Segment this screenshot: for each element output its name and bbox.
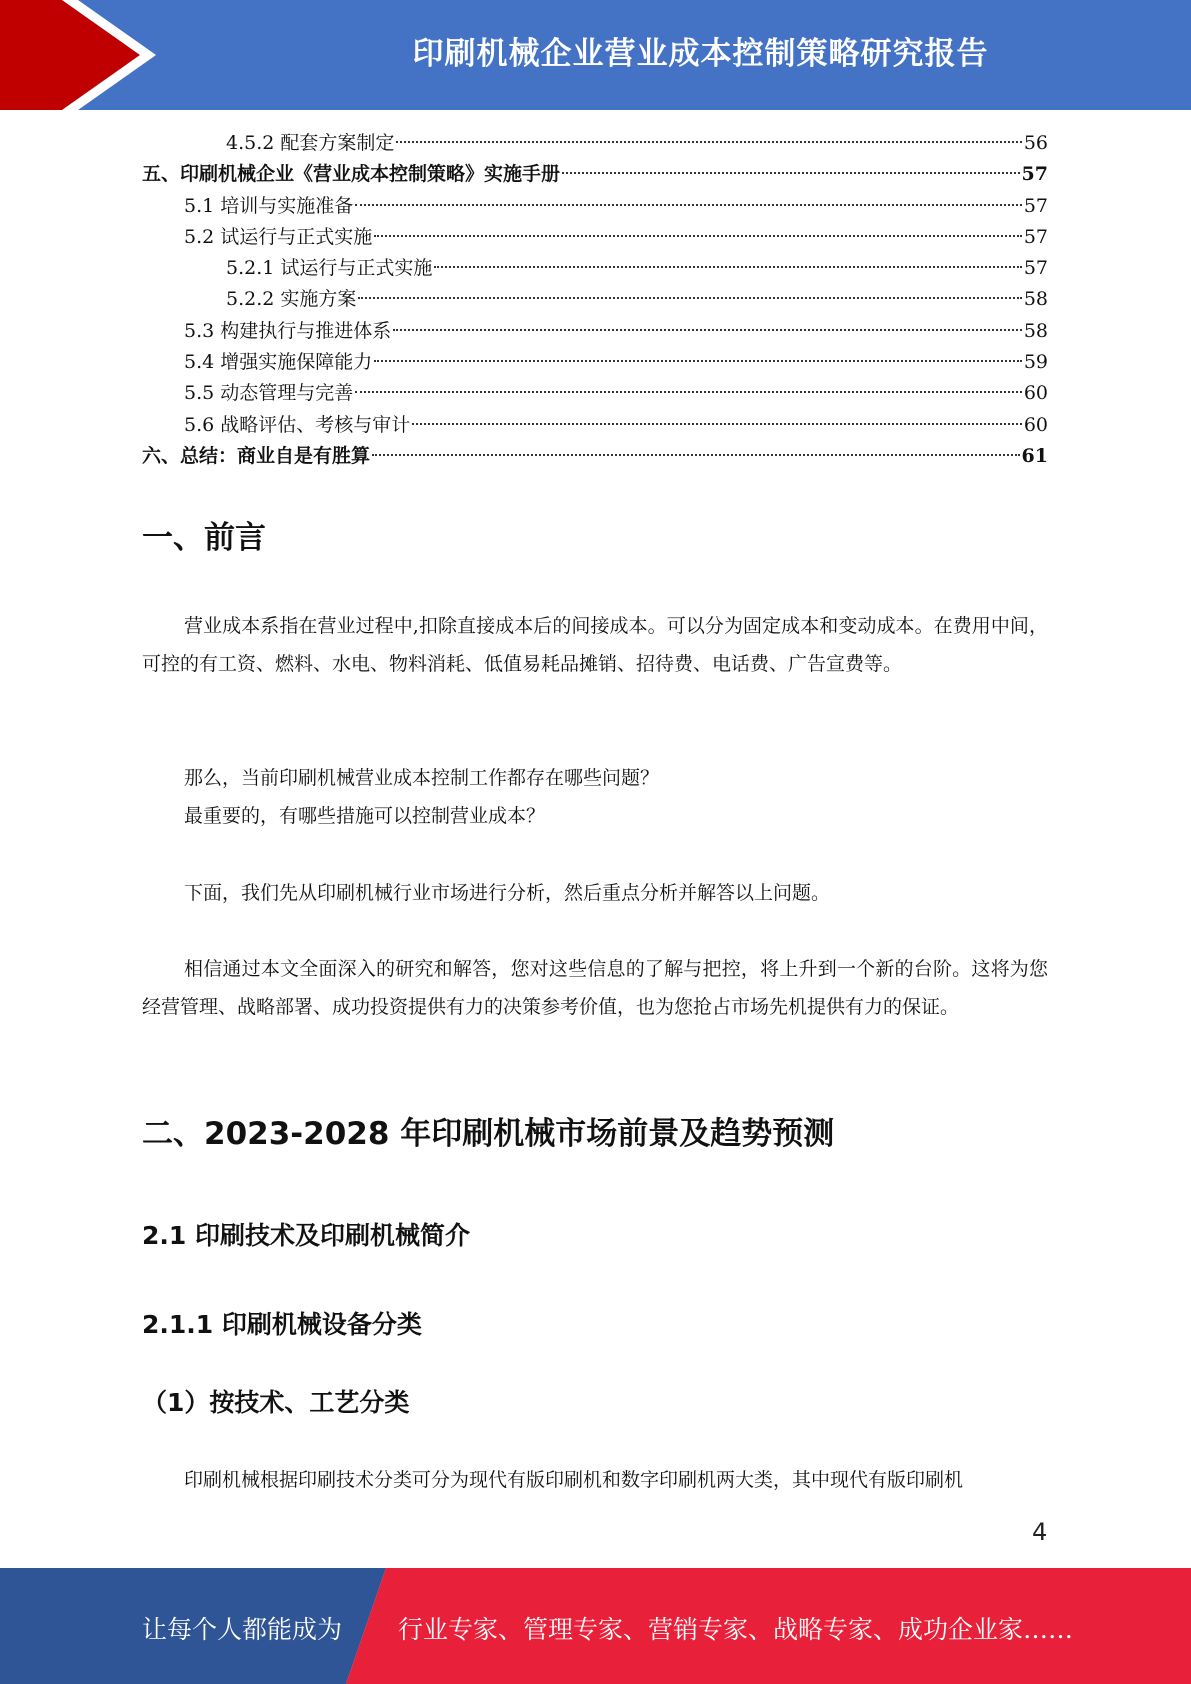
toc-entry-page: 57 [1023, 194, 1048, 217]
toc-entry[interactable] [142, 191, 1048, 222]
toc-dot-leader [374, 234, 1022, 237]
toc-entry-page: 57 [1021, 163, 1048, 186]
toc-dot-leader [396, 140, 1021, 143]
toc-entry-label: 五、印刷机械企业《营业成本控制策略》实施手册 [142, 163, 561, 186]
toc-entry[interactable] [142, 441, 1048, 472]
toc-entry-label: 5.2.2 实施方案 [226, 288, 357, 311]
toc-entry-label: 5.2 试运行与正式实施 [184, 225, 373, 248]
page-footer [0, 1568, 1191, 1684]
preface-paragraph-3: 相信通过本文全面深入的研究和解答，您对这些信息的了解与把控，将上升到一个新的台阶。这将为您经营管理、战略部署、成功投资提供有力的决策参考价值，也为您抢占市场先机提供有力的保证。 [142, 958, 1048, 1018]
toc-dot-leader [562, 171, 1020, 174]
toc-entry-page: 59 [1023, 351, 1048, 374]
subsection-heading-2-1: 2.1 印刷技术及印刷机械简介 [142, 1221, 470, 1250]
toc-dot-leader [412, 422, 1022, 425]
toc-entry[interactable] [142, 284, 1048, 315]
header-chevron-graphic [0, 0, 160, 110]
toc-entry[interactable] [142, 410, 1048, 441]
toc-entry-page: 57 [1023, 225, 1048, 248]
subsection-heading-tech-classification: （1）按技术、工艺分类 [142, 1388, 410, 1417]
toc-entry[interactable] [142, 347, 1048, 378]
toc-dot-leader [374, 359, 1022, 362]
toc-entry-label: 5.6 战略评估、考核与审计 [184, 413, 411, 436]
toc-dot-leader [434, 265, 1021, 268]
toc-dot-leader [355, 390, 1022, 393]
tech-paragraph-1: 印刷机械根据印刷技术分类可分为现代有版印刷机和数字印刷机两大类，其中现代有版印刷机 [184, 1469, 964, 1491]
footer-slogan-left: 让每个人都能成为 [142, 1615, 343, 1644]
toc-entry[interactable] [142, 378, 1048, 409]
report-title: 印刷机械企业营业成本控制策略研究报告 [412, 36, 989, 72]
toc-dot-leader [372, 453, 1020, 456]
toc-entry-page: 58 [1023, 288, 1048, 311]
toc-dot-leader [355, 203, 1022, 206]
toc-entry-page: 60 [1023, 413, 1048, 436]
toc-entry-label: 5.3 构建执行与推进体系 [184, 319, 392, 342]
preface-paragraph-1: 营业成本系指在营业过程中,扣除直接成本后的间接成本。可以分为固定成本和变动成本。在费用中间，可控的有工资、燃料、水电、物料消耗、低值易耗品摊销、招待费、电话费、广告宣费等。 [142, 615, 1048, 675]
toc-entry-label: 5.2.1 试运行与正式实施 [226, 257, 433, 280]
preface-question-2: 最重要的，有哪些措施可以控制营业成本？ [184, 805, 546, 827]
toc-entry-label: 5.5 动态管理与完善 [184, 382, 354, 405]
subsection-heading-2-1-1: 2.1.1 印刷机械设备分类 [142, 1310, 422, 1339]
toc-entry[interactable] [142, 128, 1048, 159]
toc-entry-label: 六、总结：商业自是有胜算 [142, 444, 371, 467]
toc-entry-label: 5.4 增强实施保障能力 [184, 351, 373, 374]
toc-entry[interactable] [142, 159, 1048, 190]
toc-entry-label: 5.1 培训与实施准备 [184, 194, 354, 217]
toc-entry-page: 58 [1023, 319, 1048, 342]
table-of-contents [142, 128, 1048, 472]
toc-entry-label: 4.5.2 配套方案制定 [226, 132, 395, 154]
toc-entry-page: 60 [1023, 382, 1048, 405]
toc-entry-page: 61 [1021, 444, 1048, 467]
toc-entry-page: 57 [1023, 257, 1048, 280]
page-header [0, 0, 1191, 110]
toc-entry[interactable] [142, 222, 1048, 253]
preface-question-1: 那么，当前印刷机械营业成本控制工作都存在哪些问题？ [184, 767, 660, 789]
toc-dot-leader [358, 296, 1021, 299]
page-number: 4 [1032, 1518, 1048, 1546]
toc-entry[interactable] [142, 253, 1048, 284]
toc-entry[interactable] [142, 316, 1048, 347]
section-heading-preface: 一、前言 [142, 520, 266, 556]
toc-entry-page: 56 [1023, 132, 1048, 154]
toc-dot-leader [393, 328, 1022, 331]
footer-slogan-right: 行业专家、管理专家、营销专家、战略专家、成功企业家…… [398, 1615, 1074, 1644]
section-heading-chapter-2: 二、2023-2028 年印刷机械市场前景及趋势预测 [142, 1116, 835, 1152]
preface-paragraph-2: 下面，我们先从印刷机械行业市场进行分析，然后重点分析并解答以上问题。 [184, 882, 831, 904]
